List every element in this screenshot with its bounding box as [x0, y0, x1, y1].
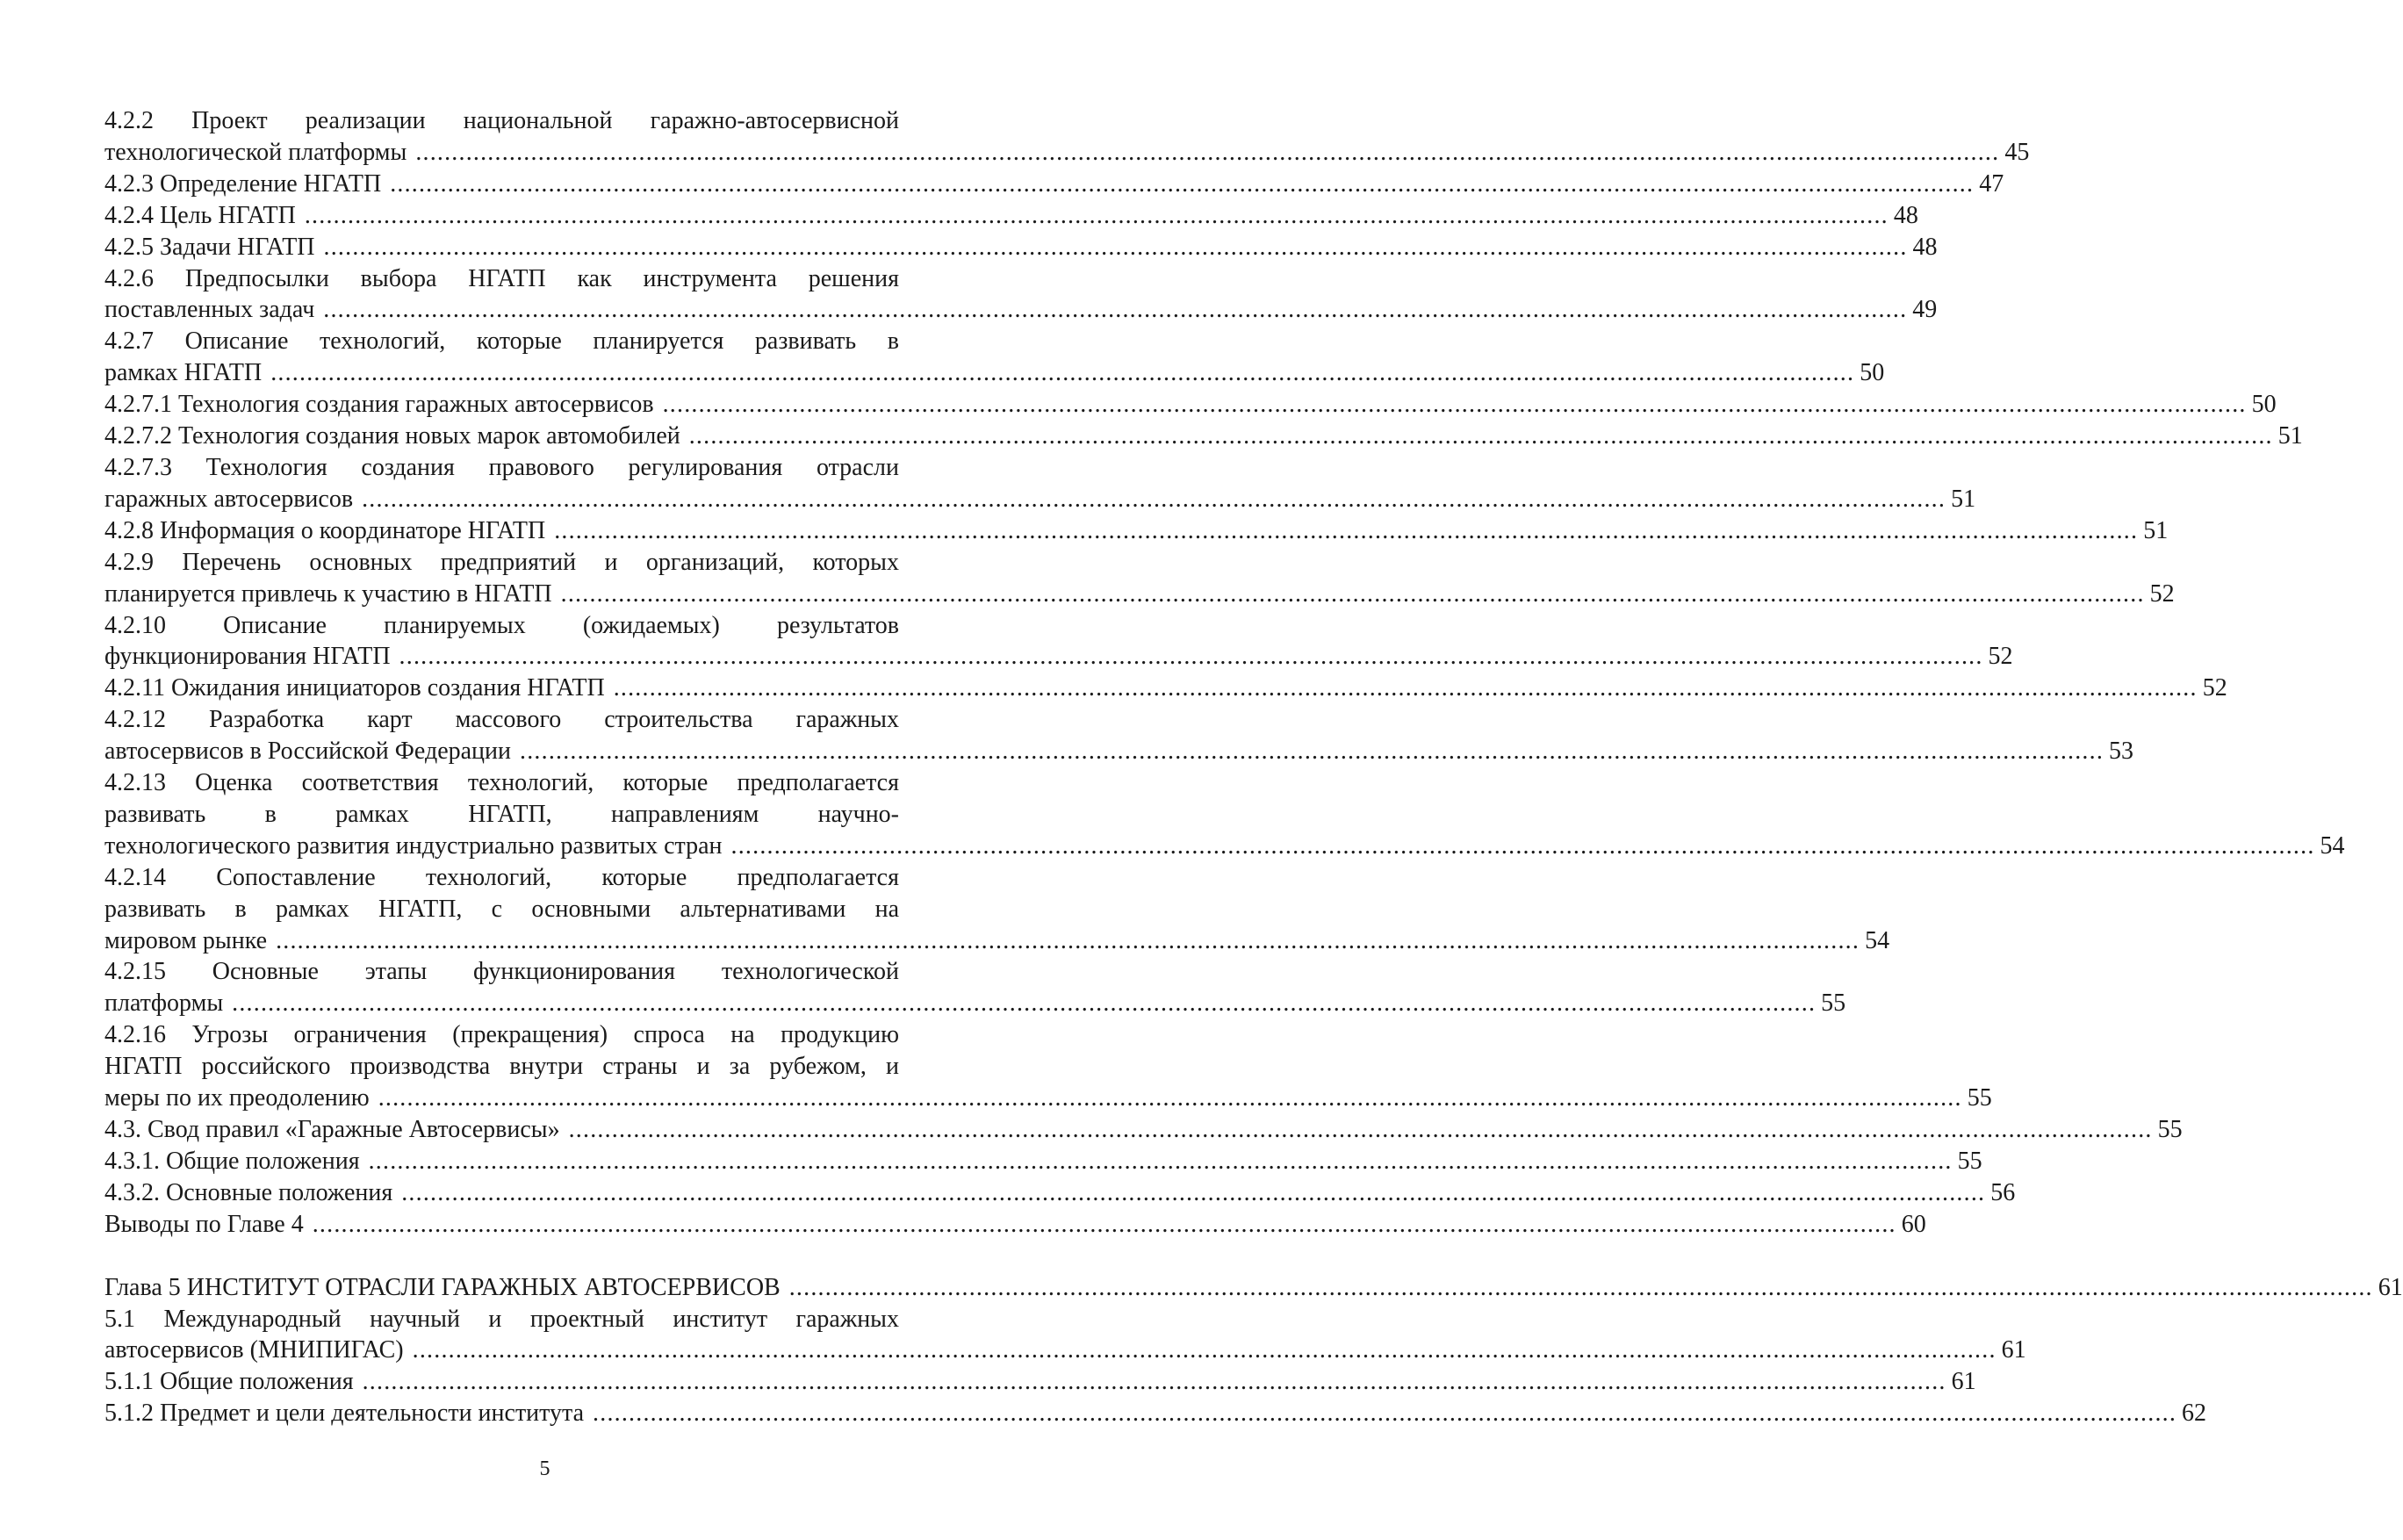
table-of-contents	[104, 105, 2403, 1429]
toc-entry-line: 4.2.12 Разработка карт массового строительства гаражных	[104, 706, 899, 734]
toc-entry-line: 4.2.7 Описание технологий, которые планируется развивать в	[104, 327, 899, 356]
toc-entry-title: Выводы по Главе 4	[104, 1210, 304, 1238]
toc-entry[interactable]	[104, 1146, 1982, 1177]
toc-entry-final-line	[104, 641, 2013, 673]
toc-entry[interactable]	[104, 1366, 1976, 1398]
toc-entry-final-line	[104, 1083, 1992, 1114]
dot-leader: ............................................................................................................................................................................................................................	[613, 674, 2198, 702]
toc-entry-final-line	[104, 1177, 2016, 1209]
toc-entry[interactable]	[104, 326, 1885, 389]
toc-entry[interactable]	[104, 1398, 2207, 1429]
toc-entry-final-line	[104, 1335, 2026, 1366]
dot-leader: ............................................................................................................................................................................................................................	[362, 485, 1946, 513]
toc-entry-title: 4.2.7.1 Технология создания гаражных автосервисов	[104, 391, 654, 419]
dot-leader: ............................................................................................................................................................................................................................	[232, 989, 1817, 1018]
toc-entry[interactable]	[104, 673, 2227, 704]
toc-entry-final-line	[104, 200, 1918, 232]
toc-entry-title: гаражных автосервисов	[104, 485, 354, 513]
toc-entry-title: 4.2.7.2 Технология создания новых марок автомобилей	[104, 422, 680, 450]
toc-entry[interactable]	[104, 1209, 1926, 1241]
toc-entry-page-number: 47	[1979, 169, 2004, 198]
dot-leader: ............................................................................................................................................................................................................................	[520, 738, 2104, 766]
toc-entry-page-number: 54	[1865, 926, 1890, 954]
toc-entry-final-line	[104, 988, 1846, 1019]
dot-leader: ............................................................................................................................................................................................................................	[554, 516, 2139, 544]
toc-entry[interactable]	[104, 169, 2004, 200]
toc-entry-page-number: 48	[1912, 233, 1938, 261]
toc-entry[interactable]	[104, 452, 1976, 515]
toc-entry-final-line	[104, 1209, 1926, 1241]
toc-entry-page-number: 52	[1988, 643, 2013, 671]
toc-entry-final-line	[104, 389, 2277, 421]
toc-entry-title: технологической платформы	[104, 138, 407, 166]
page-number: 5	[539, 1457, 550, 1480]
toc-entry[interactable]	[104, 547, 2175, 610]
toc-entry-page-number: 50	[2251, 391, 2277, 419]
toc-entry-title: 4.2.5 Задачи НГАТП	[104, 233, 315, 261]
toc-entry-page-number: 45	[2004, 138, 2030, 166]
toc-entry-line: 4.2.7.3 Технология создания правового регулирования отрасли	[104, 453, 899, 481]
toc-entry-title: технологического развития индустриально развитых стран	[104, 831, 723, 860]
toc-entry-line: 4.2.6 Предпосылки выбора НГАТП как инструмента решения	[104, 264, 899, 292]
toc-entry-title: 4.2.4 Цель НГАТП	[104, 201, 296, 229]
toc-entry-line: 4.2.16 Угрозы ограничения (прекращения) спроса на продукцию	[104, 1021, 899, 1049]
toc-entry[interactable]	[104, 1177, 2016, 1209]
toc-entry-line: развивать в рамках НГАТП, с основными альтернативами на	[104, 895, 899, 923]
dot-leader: ............................................................................................................................................................................................................................	[323, 296, 1908, 324]
dot-leader: ............................................................................................................................................................................................................................	[415, 138, 2000, 166]
toc-entry-page-number: 55	[1967, 1084, 1992, 1112]
toc-entry-title: Глава 5 ИНСТИТУТ ОТРАСЛИ ГАРАЖНЫХ АВТОСЕРВИСОВ	[104, 1273, 781, 1301]
toc-entry-line: НГАТП российского производства внутри страны и за рубежом, и	[104, 1053, 899, 1081]
toc-entry[interactable]	[104, 862, 1890, 957]
toc-entry-final-line	[104, 673, 2227, 704]
toc-entry-line: 4.2.14 Сопоставление технологий, которые предполагается	[104, 863, 899, 891]
toc-entry-final-line	[104, 1114, 2183, 1146]
toc-entry-line: 4.2.2 Проект реализации национальной гаражно-автосервисной	[104, 107, 899, 134]
dot-leader: ............................................................................................................................................................................................................................	[312, 1210, 1896, 1238]
toc-entry-final-line	[104, 1366, 1976, 1398]
dot-leader: ............................................................................................................................................................................................................................	[390, 169, 1975, 198]
toc-entry-final-line	[104, 925, 1890, 957]
dot-leader: ............................................................................................................................................................................................................................	[276, 926, 1860, 954]
toc-entry-title: 4.3.2. Основные положения	[104, 1178, 393, 1206]
dot-leader: ............................................................................................................................................................................................................................	[399, 643, 1983, 671]
toc-entry-title: поставленных задач	[104, 296, 315, 324]
toc-entry-final-line	[104, 1272, 2403, 1304]
toc-entry[interactable]	[104, 1304, 2026, 1367]
toc-entry-title: 4.3.1. Общие положения	[104, 1147, 360, 1175]
toc-entry[interactable]	[104, 767, 2345, 862]
toc-entry[interactable]	[104, 610, 2013, 673]
toc-entry[interactable]	[104, 421, 2303, 452]
toc-entry[interactable]	[104, 1114, 2183, 1146]
toc-entry-page-number: 55	[2157, 1116, 2183, 1143]
toc-entry-page-number: 52	[2202, 674, 2227, 702]
toc-entry-final-line	[104, 232, 1938, 263]
toc-entry-line: 4.2.10 Описание планируемых (ожидаемых) результатов	[104, 611, 899, 639]
toc-entry-page-number: 49	[1912, 296, 1938, 324]
toc-entry-title: 4.2.8 Информация о координаторе НГАТП	[104, 516, 546, 544]
dot-leader: ............................................................................................................................................................................................................................	[401, 1178, 1986, 1206]
toc-entry-page-number: 60	[1901, 1210, 1926, 1238]
toc-entry-title: автосервисов (МНИПИГАС)	[104, 1336, 404, 1364]
dot-leader: ............................................................................................................................................................................................................................	[730, 831, 2315, 860]
toc-entry[interactable]	[104, 704, 2134, 767]
toc-entry-page-number: 51	[2143, 516, 2169, 544]
toc-entry-page-number: 62	[2182, 1400, 2207, 1428]
toc-entry-line: 4.2.15 Основные этапы функционирования технологической	[104, 958, 899, 986]
toc-entry-page-number: 48	[1893, 201, 1918, 229]
dot-leader: ............................................................................................................................................................................................................................	[368, 1147, 1953, 1175]
toc-entry-title: автосервисов в Российской Федерации	[104, 738, 512, 766]
toc-entry-page-number: 61	[1951, 1368, 1976, 1396]
dot-leader: ............................................................................................................................................................................................................................	[688, 422, 2273, 450]
toc-entry-final-line	[104, 1146, 1982, 1177]
dot-leader: ............................................................................................................................................................................................................................	[662, 391, 2247, 419]
toc-entry-title: мировом рынке	[104, 926, 268, 954]
toc-entry-title: 4.2.3 Определение НГАТП	[104, 169, 382, 198]
toc-entry-page-number: 50	[1860, 359, 1885, 387]
toc-entry-line: 4.2.9 Перечень основных предприятий и организаций, которых	[104, 548, 899, 576]
toc-entry[interactable]	[104, 263, 1938, 327]
dot-leader: ............................................................................................................................................................................................................................	[788, 1273, 2373, 1301]
toc-entry[interactable]	[104, 1019, 1992, 1114]
toc-entry[interactable]	[104, 515, 2169, 547]
toc-entry-title: меры по их преодолению	[104, 1084, 370, 1112]
toc-entry-title: 4.3. Свод правил «Гаражные Автосервисы»	[104, 1116, 560, 1143]
toc-entry-title: платформы	[104, 989, 224, 1018]
toc-entry-title: 5.1.2 Предмет и цели деятельности института	[104, 1400, 585, 1428]
toc-entry-page-number: 53	[2109, 738, 2134, 766]
toc-entry-final-line	[104, 294, 1938, 326]
dot-leader: ............................................................................................................................................................................................................................	[323, 233, 1908, 261]
section-gap	[104, 1241, 943, 1272]
toc-entry-final-line	[104, 137, 2030, 169]
toc-entry-final-line	[104, 1398, 2207, 1429]
toc-entry-title: планируется привлечь к участию в НГАТП	[104, 579, 552, 608]
toc-entry-line: развивать в рамках НГАТП, направлениям научно-	[104, 800, 899, 828]
toc-entry-line: 4.2.13 Оценка соответствия технологий, которые предполагается	[104, 769, 899, 797]
toc-entry-page-number: 56	[1990, 1178, 2016, 1206]
toc-entry-final-line	[104, 515, 2169, 547]
dot-leader: ............................................................................................................................................................................................................................	[593, 1400, 2177, 1428]
toc-entry-page-number: 51	[2277, 422, 2303, 450]
toc-entry[interactable]	[104, 232, 1938, 263]
toc-entry-page-number: 52	[2149, 579, 2175, 608]
dot-leader: ............................................................................................................................................................................................................................	[568, 1116, 2153, 1143]
dot-leader: ............................................................................................................................................................................................................................	[362, 1368, 1946, 1396]
toc-entry-page-number: 61	[2001, 1336, 2026, 1364]
toc-entry-final-line	[104, 169, 2004, 200]
dot-leader: ............................................................................................................................................................................................................................	[270, 359, 1855, 387]
toc-entry-final-line	[104, 736, 2134, 767]
toc-entry[interactable]	[104, 200, 1918, 232]
dot-leader: ............................................................................................................................................................................................................................	[412, 1336, 1997, 1364]
toc-entry-page-number: 61	[2378, 1273, 2403, 1301]
toc-entry-title: 5.1.1 Общие положения	[104, 1368, 354, 1396]
toc-entry-final-line	[104, 357, 1885, 389]
toc-entry[interactable]	[104, 389, 2277, 421]
toc-entry[interactable]	[104, 1272, 2403, 1304]
toc-entry-title: функционирования НГАТП	[104, 643, 391, 671]
toc-entry-final-line	[104, 484, 1976, 515]
toc-entry[interactable]	[104, 956, 1846, 1019]
toc-entry-page-number: 55	[1957, 1147, 1982, 1175]
toc-entry[interactable]	[104, 105, 2030, 169]
dot-leader: ............................................................................................................................................................................................................................	[304, 201, 1889, 229]
toc-entry-page-number: 54	[2320, 831, 2345, 860]
dot-leader: ............................................................................................................................................................................................................................	[560, 579, 2145, 608]
dot-leader: ............................................................................................................................................................................................................................	[378, 1084, 1962, 1112]
toc-entry-final-line	[104, 579, 2175, 610]
toc-entry-final-line	[104, 831, 2345, 862]
toc-entry-final-line	[104, 421, 2303, 452]
toc-entry-title: 4.2.11 Ожидания инициаторов создания НГАТП	[104, 674, 605, 702]
toc-entry-page-number: 55	[1821, 989, 1846, 1018]
toc-entry-line: 5.1 Международный научный и проектный институт гаражных	[104, 1305, 899, 1333]
toc-entry-title: рамках НГАТП	[104, 359, 263, 387]
toc-entry-page-number: 51	[1951, 485, 1976, 513]
